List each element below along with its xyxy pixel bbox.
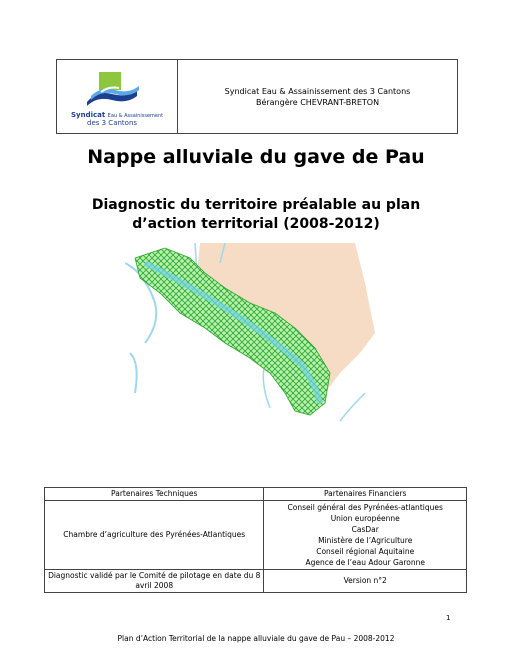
financial-partner: Union européenne bbox=[330, 514, 400, 523]
financial-partner: CasDar bbox=[351, 525, 379, 534]
document-subtitle: Diagnostic du territoire préalable au plan d’action territorial (2008-2012) bbox=[91, 197, 421, 232]
page-number: 1 bbox=[446, 614, 451, 622]
organization-info bbox=[178, 60, 457, 133]
logo bbox=[57, 60, 178, 133]
page-footer: Plan d’Action Territorial de la nappe alluviale du gave de Pau – 2008-2012 bbox=[117, 634, 395, 643]
org-name: Syndicat Eau & Assainissement des 3 Cantons bbox=[224, 86, 411, 96]
header-box bbox=[56, 59, 458, 134]
financial-partner: Agence de l’eau Adour Garonne bbox=[305, 558, 425, 567]
financial-partner: Conseil régional Aquitaine bbox=[316, 547, 415, 556]
technical-partner: Chambre d’agriculture des Pyrénées-Atlantiques bbox=[45, 501, 264, 570]
logo-text: Syndicat Eau & Assainissement bbox=[71, 111, 164, 119]
org-person: Bérangère CHEVRANT-BRETON bbox=[255, 97, 380, 107]
version-label: Version n°2 bbox=[264, 570, 467, 593]
validation-note: Diagnostic validé par le Comité de pilotage en date du 8 avril 2008 bbox=[45, 570, 264, 593]
financial-partners-list bbox=[264, 501, 467, 570]
document-title: Nappe alluviale du gave de Pau bbox=[87, 146, 425, 168]
territory-map-image bbox=[125, 243, 385, 428]
financial-partner: Ministère de l’Agriculture bbox=[318, 536, 413, 545]
partners-table bbox=[44, 487, 467, 593]
technical-partners-header: Partenaires Techniques bbox=[45, 488, 264, 501]
logo-text-2: des 3 Cantons bbox=[87, 119, 138, 127]
financial-partners-header: Partenaires Financiers bbox=[264, 488, 467, 501]
syndicat-logo-icon bbox=[87, 72, 147, 112]
financial-partner: Conseil général des Pyrénées-atlantiques bbox=[287, 503, 443, 512]
